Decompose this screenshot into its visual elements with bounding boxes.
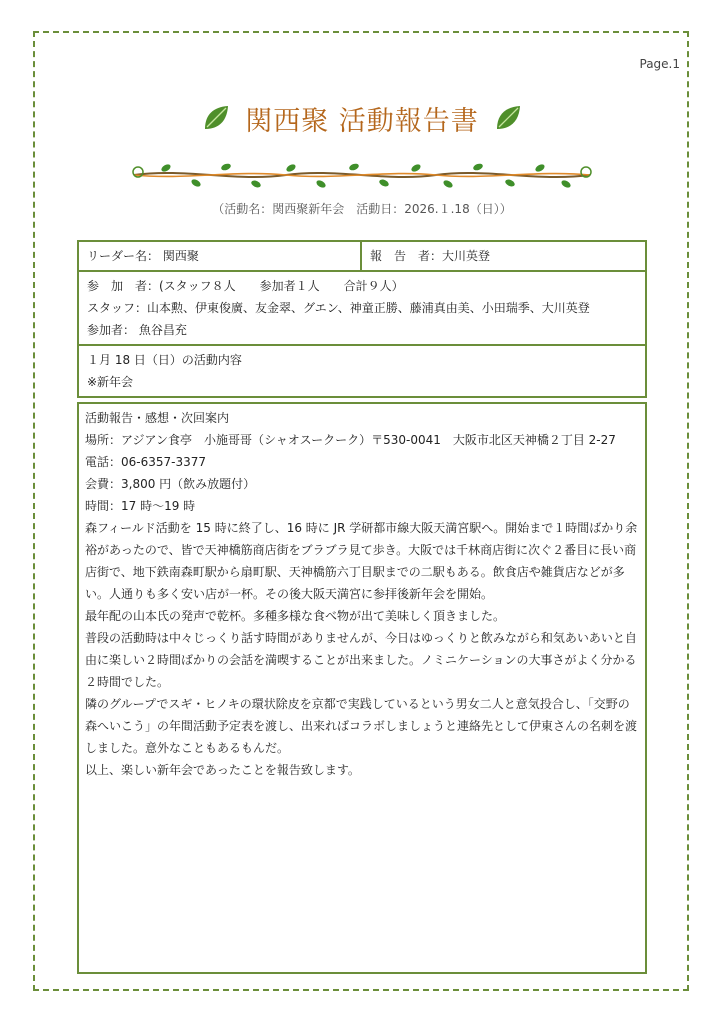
reporter-cell: 報 告 者：大川英登 [361,241,646,271]
report-paragraph: 最年配の山本氏の発声で乾杯。多種多様な食べ物が出て美味しく頂きました。 [85,609,506,623]
info-table [77,240,647,398]
leaf-icon [493,103,523,133]
vine-ornament [126,158,598,192]
leader-cell: リーダー名： 関西聚 [78,241,361,271]
table-row [78,241,646,271]
activity-cell [78,345,646,397]
document-title: 関西聚 活動報告書 [245,105,479,137]
report-venue: 場所：アジアン食亭 小施哥哥（シャオスークーク）〒530-0041 大阪市北区天神橋２丁目 2-27 [85,433,616,447]
page-number: Page.1 [639,57,680,71]
attendee-list: 参加者： 魚谷昌充 [87,323,187,337]
participants-summary: 参 加 者：(スタッフ８人 参加者１人 合計９人） [87,279,404,293]
report-heading: 活動報告・感想・次回案内 [85,411,230,425]
report-paragraph: 隣のグループでスギ・ヒノキの環状除皮を京都で実践しているという男女二人と意気投合し、「交野の森へいこう」の年間活動予定表を渡し、出来ればコラボしましょうと連絡先として伊東さんの名刺を渡しました。意外なこともあるもんだ。 [85,697,638,755]
report-box [77,402,647,974]
report-phone: 電話：06-6357-3377 [85,455,207,469]
activity-note: ※新年会 [87,375,134,389]
report-paragraph: 普段の活動時は中々じっくり話す時間がありませんが、今日はゆっくりと飲みながら和気あいあいと自由に楽しい２時間ばかりの会話を満喫することが出来ました。ノミニケーションの大事さがよく分かる２時間でした。 [85,631,637,689]
report-fee: 会費：3,800 円（飲み放題付） [85,477,256,491]
staff-list: スタッフ：山本勲、伊東俊廣、友金翠、グエン、神童正勝、藤浦真由美、小田瑞季、大川英登 [87,301,590,315]
leaf-icon [201,103,231,133]
report-closing: 以上、楽しい新年会であったことを報告致します。 [85,763,360,777]
table-row [78,271,646,345]
table-row [78,345,646,397]
title-row [0,96,724,140]
report-paragraph: 森フィールド活動を 15 時に終了し、16 時に JR 学研都市線大阪天満宮駅へ。開始まで１時間ばかり余裕があったので、皆で天神橋筋商店街をブラブラ見て歩き。大阪では千林商店街に次ぐ２番目に長い商店街で、地下鉄南森町駅から扇町駅、天神橋筋六丁目駅までの二駅もある。飲食店や雑貨店などが多い。人通りも多く安い店が一杯。その後大阪天満宮に参拝後新年会を開始。 [85,521,638,601]
activity-date: １月 18 日（日）の活動内容 [87,353,242,367]
participants-cell [78,271,646,345]
report-time: 時間：17 時～19 時 [85,499,196,513]
activity-subtitle: （活動名：関西聚新年会 活動日：2026.１.18（日）） [212,202,512,216]
